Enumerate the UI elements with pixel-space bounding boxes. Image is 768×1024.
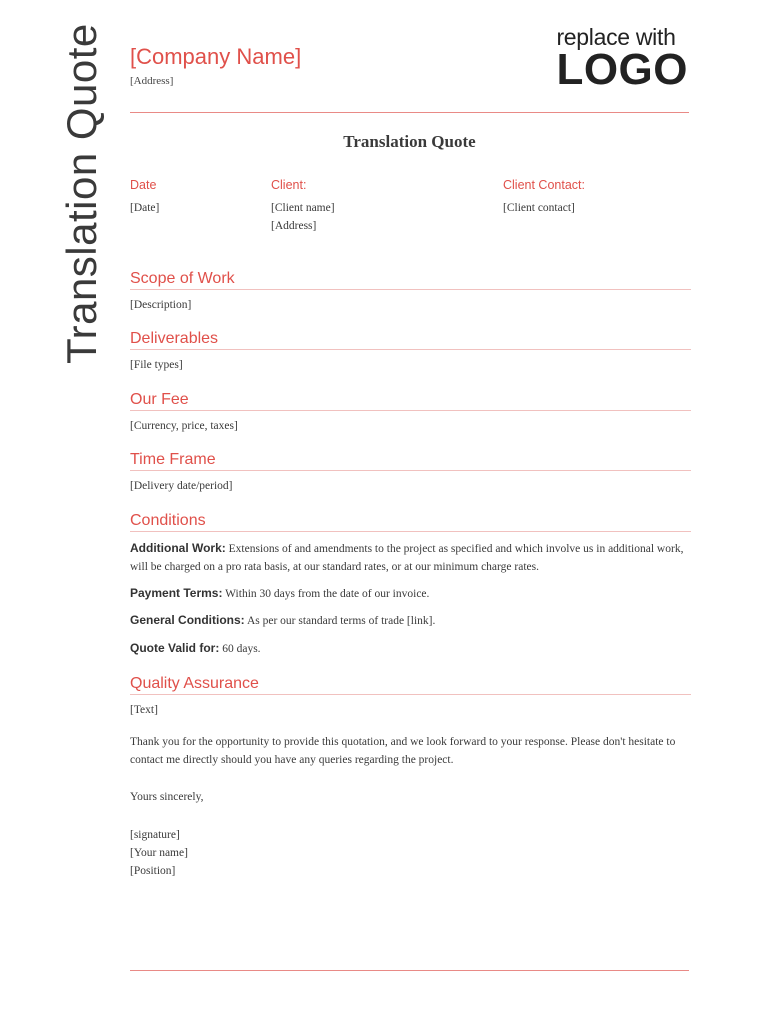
client-contact-value: [Client contact] bbox=[503, 202, 575, 214]
payment-terms-label: Payment Terms: bbox=[130, 586, 223, 600]
logo-top-text: replace with bbox=[556, 24, 676, 50]
additional-work-term bbox=[130, 539, 690, 576]
header-divider bbox=[130, 112, 689, 113]
scope-heading: Scope of Work bbox=[130, 270, 691, 290]
client-address: [Address] bbox=[271, 220, 317, 232]
general-conditions-text: As per our standard terms of trade [link]. bbox=[246, 615, 436, 627]
signature-placeholder: [signature] bbox=[130, 829, 180, 841]
signer-position: [Position] bbox=[130, 865, 176, 877]
company-address: [Address] bbox=[130, 75, 174, 87]
fee-text: [Currency, price, taxes] bbox=[130, 420, 238, 432]
quote-valid-text: 60 days. bbox=[222, 643, 261, 655]
signer-name: [Your name] bbox=[130, 847, 188, 859]
quality-heading: Quality Assurance bbox=[130, 675, 691, 695]
payment-terms-text: Within 30 days from the date of our invoice. bbox=[225, 588, 430, 600]
additional-work-label: Additional Work: bbox=[130, 541, 226, 555]
additional-work-text: Extensions of and amendments to the project as specified and which involve us in additional work, will be charged on a pro rata basis, at our standard rates, or at our minimum charge rates. bbox=[130, 543, 684, 573]
quality-text: [Text] bbox=[130, 704, 158, 716]
deliverables-text: [File types] bbox=[130, 359, 183, 371]
general-conditions-term bbox=[130, 611, 690, 630]
quote-valid-term bbox=[130, 639, 690, 658]
closing-thanks: Thank you for the opportunity to provide this quotation, and we look forward to your response. Please don't hesitate to contact me directly should you have any queries regarding the project. bbox=[130, 736, 676, 766]
client-name: [Client name] bbox=[271, 202, 335, 214]
deliverables-heading: Deliverables bbox=[130, 330, 691, 350]
general-conditions-label: General Conditions: bbox=[130, 613, 245, 627]
footer-divider bbox=[130, 970, 689, 971]
payment-terms-term bbox=[130, 584, 690, 603]
date-value: [Date] bbox=[130, 202, 160, 214]
date-label: Date bbox=[130, 178, 157, 192]
document-title: Translation Quote bbox=[343, 132, 476, 151]
side-title: Translation Quote bbox=[58, 23, 105, 364]
fee-heading: Our Fee bbox=[130, 391, 691, 411]
timeframe-text: [Delivery date/period] bbox=[130, 480, 233, 492]
sign-off: Yours sincerely, bbox=[130, 791, 204, 803]
scope-text: [Description] bbox=[130, 299, 192, 311]
quote-valid-label: Quote Valid for: bbox=[130, 641, 220, 655]
timeframe-heading: Time Frame bbox=[130, 451, 691, 471]
logo-main-text: LOGO bbox=[556, 45, 688, 94]
client-contact-label: Client Contact: bbox=[503, 178, 585, 192]
logo-placeholder bbox=[556, 24, 688, 94]
company-name: [Company Name] bbox=[130, 44, 302, 69]
conditions-heading: Conditions bbox=[130, 512, 691, 532]
client-label: Client: bbox=[271, 178, 307, 192]
